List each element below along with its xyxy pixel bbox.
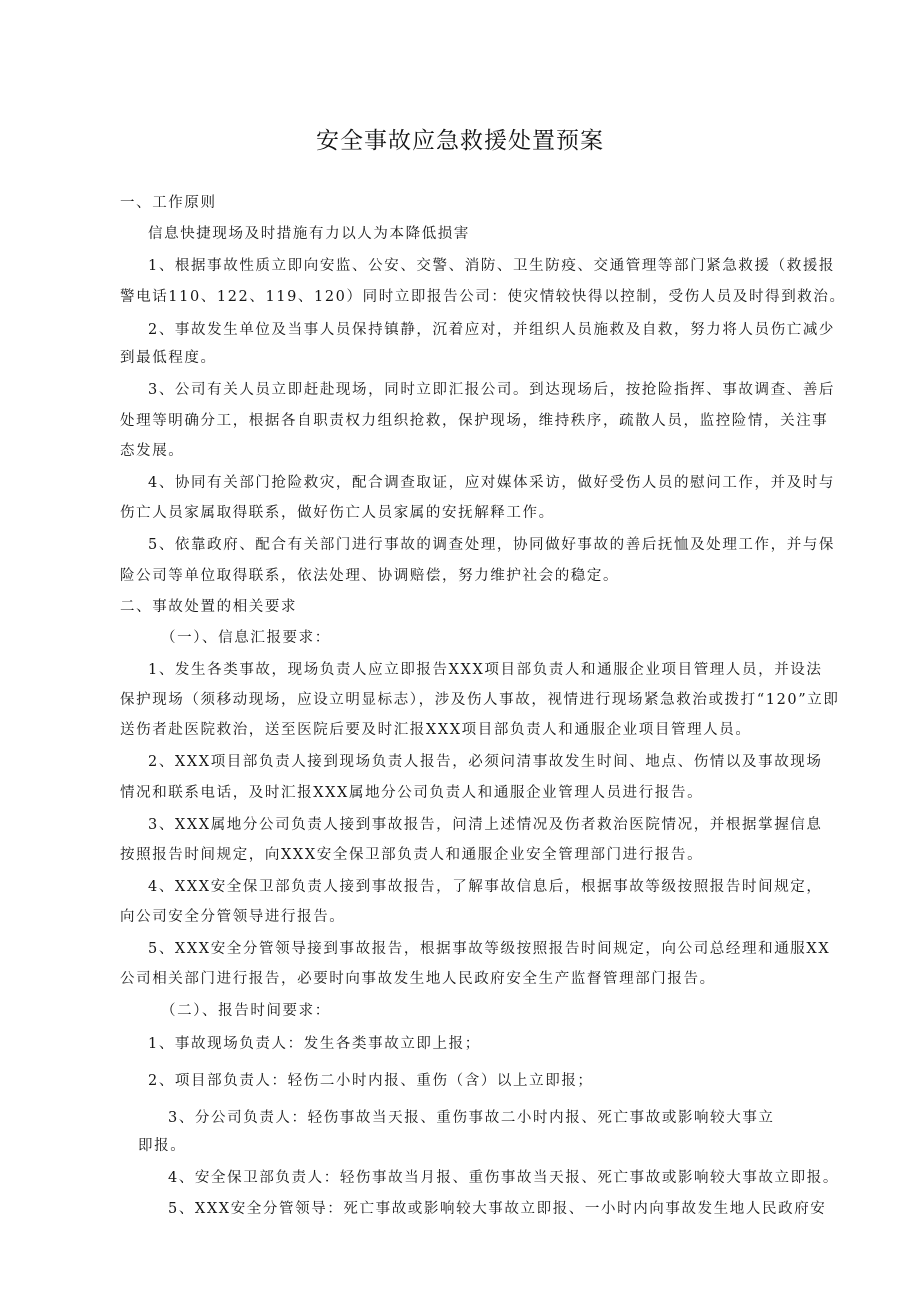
paragraph-line: 1、根据事故性质立即向安监、公安、交警、消防、卫生防疫、交通管理等部门紧急救援（救援报: [148, 258, 836, 274]
paragraph-line: 2、XXX项目部负责人接到现场负责人报告，必须问清事故发生时间、地点、伤情以及事故现场: [148, 754, 823, 770]
list-item: 1、事故现场负责人：发生各类事故立即上报；: [148, 1036, 481, 1052]
paragraph-line: 4、协同有关部门抢险救灾，配合调查取证，应对媒体采访，做好受伤人员的慰问工作，并及时与: [148, 475, 836, 491]
list-item: 5、XXX安全分管领导：死亡事故或影响较大事故立即报、一小时内向事故发生地人民政府安: [168, 1201, 827, 1217]
list-item: 4、安全保卫部负责人：轻伤事故当月报、重伤事故当天报、死亡事故或影响较大事故立即报。: [168, 1170, 839, 1186]
list-item: 3、分公司负责人：轻伤事故当天报、重伤事故二小时内报、死亡事故或影响较大事立: [168, 1110, 775, 1126]
paragraph-line: 到最低程度。: [120, 350, 217, 366]
paragraph-line: 2、事故发生单位及当事人员保持镇静，沉着应对，并组织人员施救及自救，努力将人员伤亡减少: [148, 322, 836, 338]
paragraph-line: 伤亡人员家属取得联系，做好伤亡人员家属的安抚解释工作。: [120, 505, 555, 521]
list-item: 2、项目部负责人：轻伤二小时内报、重伤（含）以上立即报；: [148, 1073, 594, 1089]
section-heading: 二、事故处置的相关要求: [120, 599, 298, 615]
paragraph-line: 送伤者赴医院救治，送至医院后要及时汇报XXX项目部负责人和通服企业项目管理人员。: [120, 722, 752, 738]
paragraph-line: 向公司安全分管领导进行报告。: [120, 909, 346, 925]
subsection-heading: （一）、信息汇报要求：: [161, 630, 331, 646]
section-heading: 一、工作原则: [120, 195, 217, 211]
paragraph-line: 处理等明确分工，根据各自职责权力组织抢救，保护现场，维持秩序，疏散人员，监控险情，关注事: [120, 413, 829, 429]
page-title: 安全事故应急救援处置预案: [316, 128, 604, 154]
list-item: 即报。: [138, 1138, 187, 1154]
paragraph-line: 保护现场（须移动现场，应设立明显标志），涉及伤人事故，视情进行现场紧急救治或拨打“120”立即: [120, 692, 840, 708]
paragraph-line: 3、公司有关人员立即赶赴现场，同时立即汇报公司。到达现场后，按抢险指挥、事故调查、善后: [148, 382, 836, 398]
paragraph-line: 信息快捷现场及时措施有力以人为本降低损害: [148, 226, 470, 242]
paragraph-line: 1、发生各类事故，现场负责人应立即报告XXX项目部负责人和通服企业项目管理人员，并设法: [148, 662, 823, 678]
paragraph-line: 态发展。: [120, 443, 185, 459]
paragraph-line: 5、XXX安全分管领导接到事故报告，根据事故等级按照报告时间规定，向公司总经理和通服XX: [148, 941, 831, 957]
paragraph-line: 警电话110、122、119、120）同时立即报告公司：使灾情较快得以控制，受伤人员及时得到救治。: [120, 289, 846, 305]
paragraph-line: 4、XXX安全保卫部负责人接到事故报告，了解事故信息后，根据事故等级按照报告时间规定，: [148, 879, 823, 895]
paragraph-line: 按照报告时间规定，向XXX安全保卫部负责人和通服企业安全管理部门进行报告。: [120, 847, 704, 863]
paragraph-line: 公司相关部门进行报告，必要时向事故发生地人民政府安全生产监督管理部门报告。: [120, 971, 716, 987]
paragraph-line: 险公司等单位取得联系，依法处理、协调赔偿，努力维护社会的稳定。: [120, 568, 620, 584]
paragraph-line: 5、依靠政府、配合有关部门进行事故的调查处理，协同做好事故的善后抚恤及处理工作，并与保: [148, 537, 836, 553]
paragraph-line: 情况和联系电话，及时汇报XXX属地分公司负责人和通服企业管理人员进行报告。: [120, 785, 704, 801]
paragraph-line: 3、XXX属地分公司负责人接到事故报告，问清上述情况及伤者救治医院情况，并根据掌握信息: [148, 817, 823, 833]
subsection-heading: （二）、报告时间要求：: [161, 1003, 331, 1019]
